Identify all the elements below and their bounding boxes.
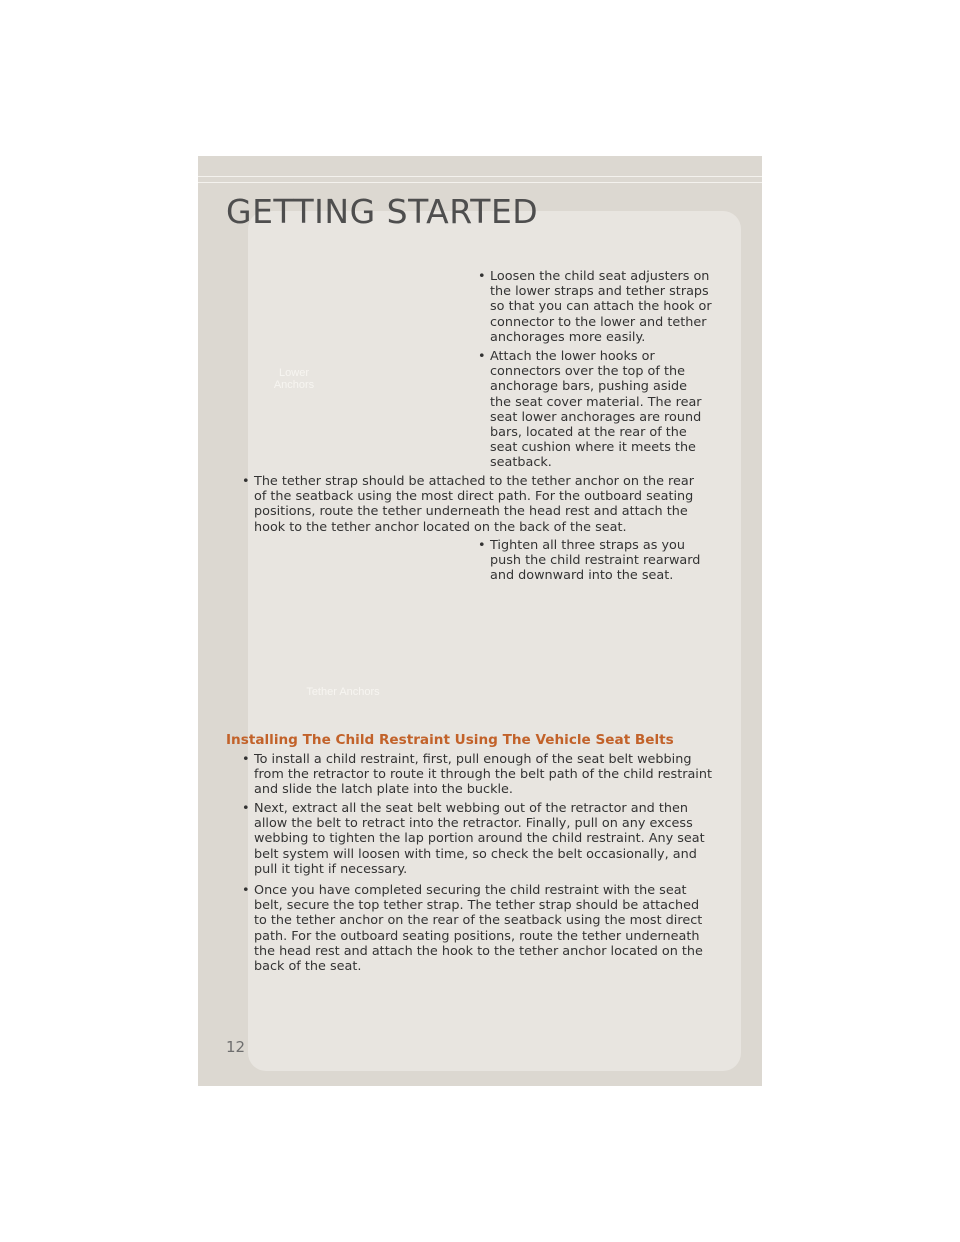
bullet-install-pull-webbing [242,752,712,798]
bullet-text: Next, extract all the seat belt webbing out of the retractor and then allow the belt to retract into the retractor. Finally, pull on any excess webbing to tighten the lap portion around the child restraint. Any seat belt system will loosen with time, so check the belt occasionally, and pull it tight if necessary. [254,801,705,877]
header-rule [198,176,762,177]
lower-anchors-caption: Lower Anchors [273,367,315,391]
page-number: 12 [226,1038,246,1056]
bullet-tether-strap [242,474,708,535]
bullet-glyph: • [242,801,250,816]
bullet-text: To install a child restraint, first, pull enough of the seat belt webbing from the retractor to route it through the belt path of the child restraint and slide the latch plate into the buckle. [254,752,712,798]
bullet-text: The tether strap should be attached to the tether anchor on the rear of the seatback using the most direct path. For the outboard seating positions, route the tether underneath the head rest and attach the hook to the tether anchor located on the back of the seat. [254,474,695,535]
bullet-glyph: • [478,269,486,284]
bullet-text: Tighten all three straps as you push the child restraint rearward and downward into the seat. [490,538,701,584]
bullet-glyph: • [242,474,250,489]
header-rule [198,182,762,183]
bullet-glyph: • [242,883,250,898]
bullet-loosen-adjusters [478,269,718,345]
bullet-extract-webbing [242,801,712,877]
bullet-text: Once you have completed securing the child restraint with the seat belt, secure the top tether strap. The tether strap should be attached to the tether anchor on the rear of the seatback using the most direct path. For the outboard seating positions, route the tether underneath the head rest and attach the hook to the tether anchor located on the back of the seat. [254,883,703,975]
section-title: GETTING STARTED [226,192,539,231]
bullet-tighten-straps [478,538,708,584]
bullet-glyph: • [478,538,486,553]
bullet-glyph: • [478,349,486,364]
bullet-glyph: • [242,752,250,767]
manual-page [198,156,762,1086]
bullet-secure-top-tether [242,883,712,974]
seat-belts-heading: Installing The Child Restraint Using The Vehicle Seat Belts [226,732,674,748]
bullet-text: Loosen the child seat adjusters on the lower straps and tether straps so that you can attach the hook or connector to the lower and tether anchorages more easily. [490,269,712,345]
bullet-attach-lower-hooks [478,349,708,471]
tether-anchors-caption: Tether Anchors [306,686,380,698]
bullet-text: Attach the lower hooks or connectors over the top of the anchorage bars, pushing aside the seat cover material. The rear seat lower anchorages are round bars, located at the rear of the seat cushion where it meets the seatback. [490,349,702,471]
